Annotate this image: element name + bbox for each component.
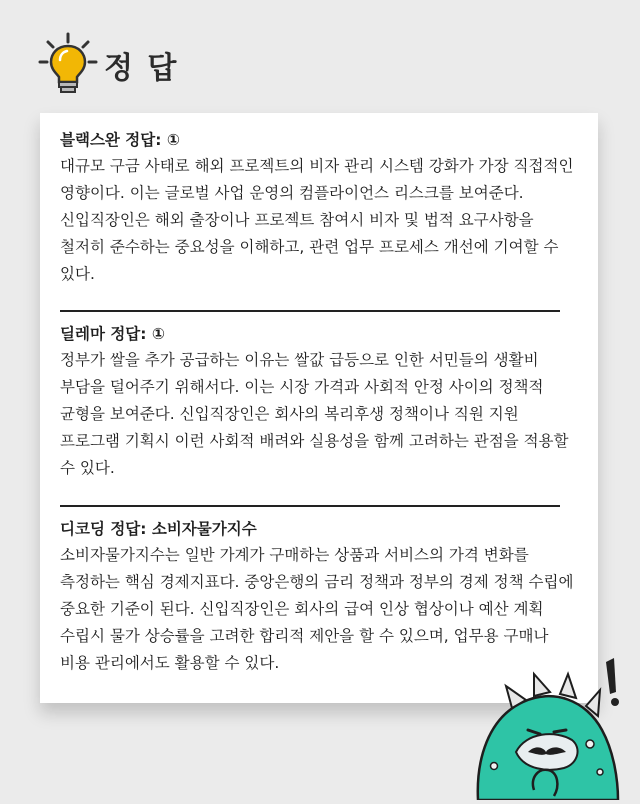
answer-body: 정부가 쌀을 추가 공급하는 이유는 쌀값 급등으로 인한 서민들의 생활비 부담을 덜어주기 위해서다. 이는 시장 가격과 사회적 안정 사이의 정책적 균형을 보여준다. 신입직장인은 회사의 복리후생 정책이나 직원 지원 프로그램 기획시 이런 사회적 배려와 실용성을 함께 고려하는 관점을 적용할 수 있다.: [60, 351, 569, 477]
answer-title: 딜레마 정답: ①: [60, 325, 165, 343]
answer-body: 대규모 구금 사태로 해외 프로젝트의 비자 관리 시스템 강화가 가장 직접적인 영향이다. 이는 글로벌 사업 운영의 컴플라이언스 리스크를 보여준다. 신입직장인은 해외 출장이나 프로젝트 참여시 비자 및 법적 요구사항을 철저히 준수하는 중요성을 이해하고, 관련 업무 프로세스 개선에 기여할 수 있다.: [60, 157, 574, 283]
page-header: [36, 30, 178, 100]
answer-title: 블랙스완 정답: ①: [60, 131, 180, 149]
section-divider: [60, 310, 560, 312]
page-title: 정 답: [104, 51, 179, 86]
section-divider: [60, 505, 560, 507]
lightbulb-icon: [36, 30, 100, 100]
answer-body: 소비자물가지수는 일반 가계가 구매하는 상품과 서비스의 가격 변화를 측정하는 핵심 경제지표다. 중앙은행의 금리 정책과 정부의 경제 정책 수립에 중요한 기준이 된다. 신입직장인은 회사의 급여 인상 협상이나 예산 계획 수립시 물가 상승률을 고려한 합리적 제안을 할 수 있으며, 업무용 구매나 비용 관리에서도 활용할 수 있다.: [60, 546, 574, 672]
dinosaur-mascot: [468, 640, 640, 800]
answer-section-black-swan: [60, 127, 582, 288]
answer-card: [40, 113, 598, 703]
answer-section-dilemma: [60, 321, 582, 482]
answer-title: 디코딩 정답: 소비자물가지수: [60, 520, 257, 538]
